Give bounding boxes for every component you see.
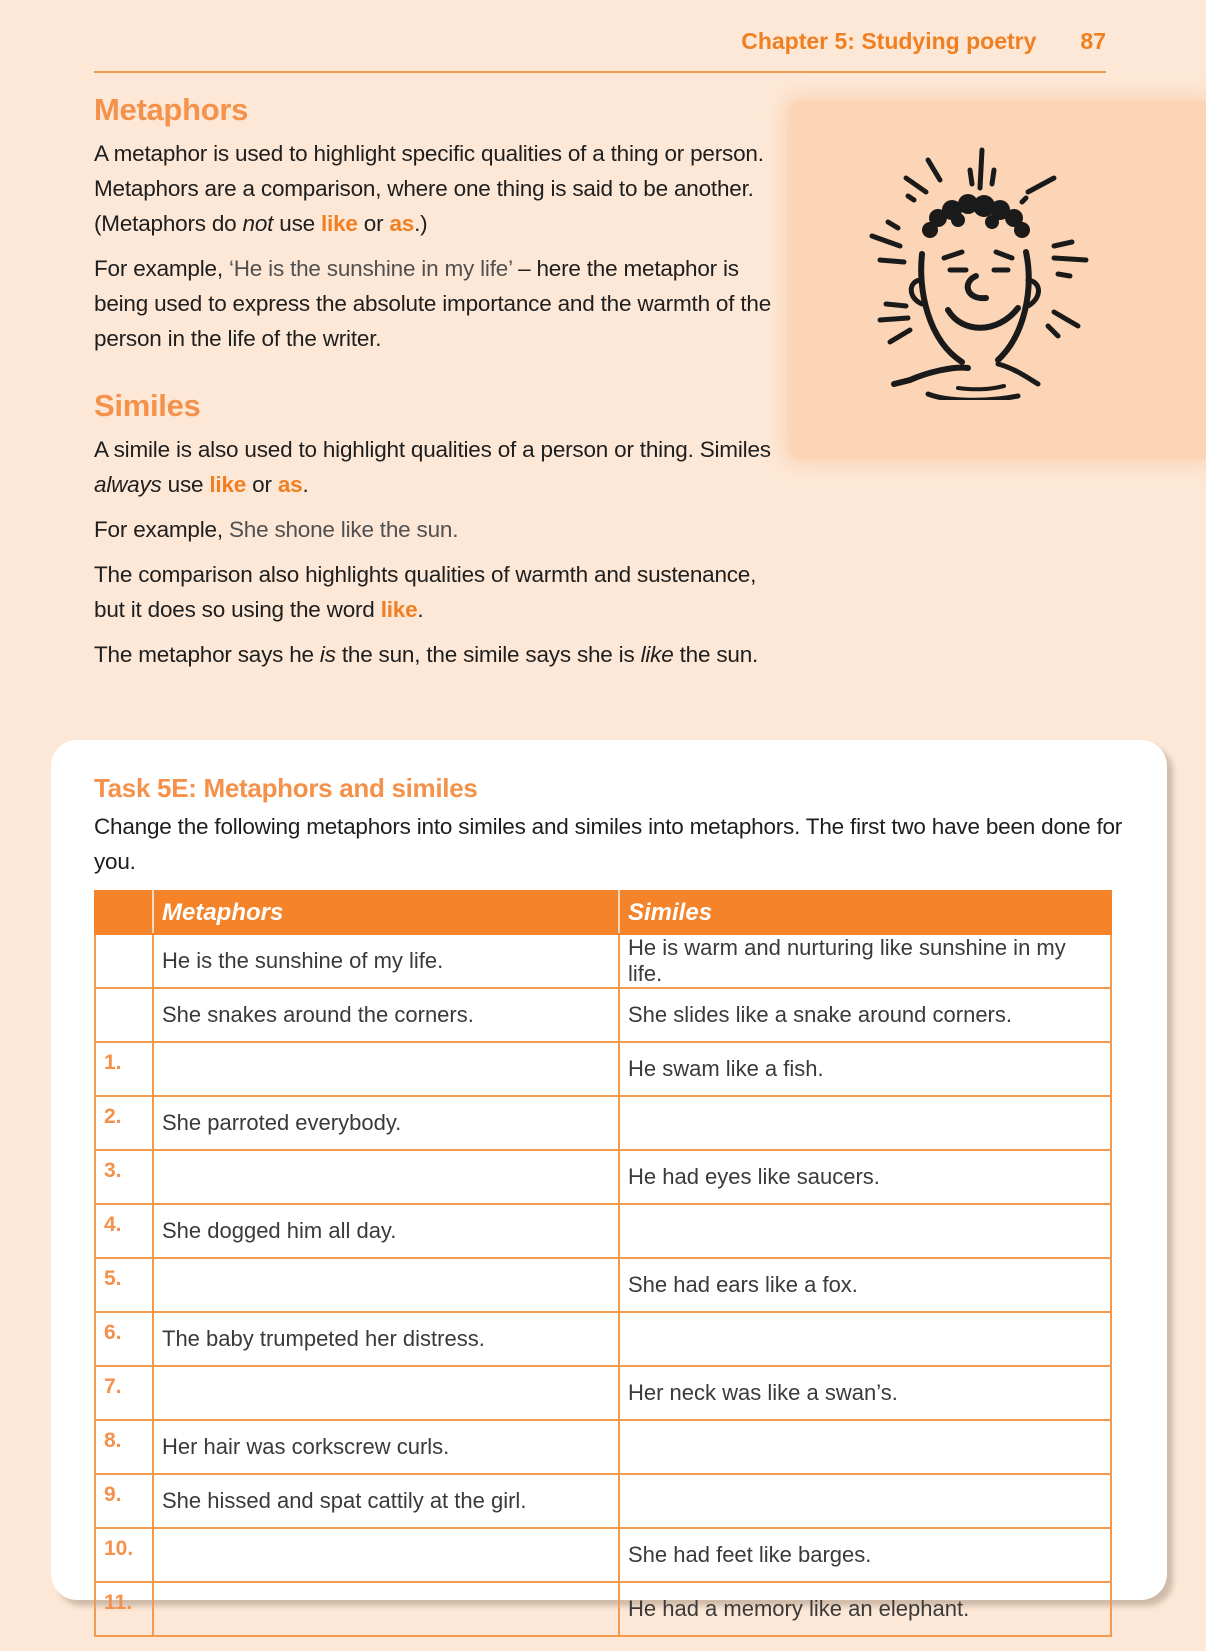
text: For example,: [94, 517, 229, 542]
row-number: [95, 988, 153, 1042]
metaphors-heading: Metaphors: [94, 92, 249, 127]
row-number: 7.: [95, 1366, 153, 1420]
keyword-as: as: [389, 211, 415, 236]
simile-cell: She had ears like a fox.: [619, 1258, 1111, 1312]
table-row: [95, 1420, 1111, 1474]
table-row: [95, 1204, 1111, 1258]
example-quote: ‘He is the sunshine in my life’: [228, 256, 513, 281]
text: For example,: [94, 256, 229, 281]
table-row: [95, 1528, 1111, 1582]
text: use: [273, 211, 321, 236]
similes-example: [94, 512, 774, 547]
keyword-like: like: [209, 472, 247, 497]
column-header-number: [95, 891, 153, 934]
task-card: [51, 740, 1167, 1621]
metaphor-cell: She dogged him all day.: [153, 1204, 619, 1258]
emphasis-is: is: [319, 642, 336, 667]
text: the sun, the simile says she is: [335, 642, 641, 667]
simile-cell: He is warm and nurturing like sunshine in my life.: [619, 934, 1111, 988]
page-number: 87: [1080, 28, 1106, 54]
metaphor-cell: She hissed and spat cattily at the girl.: [153, 1474, 619, 1528]
metaphor-cell[interactable]: [153, 1582, 619, 1636]
simile-cell: She had feet like barges.: [619, 1528, 1111, 1582]
similes-heading: Similes: [94, 388, 201, 423]
simile-cell[interactable]: [619, 1096, 1111, 1150]
text: or: [357, 211, 390, 236]
simile-cell[interactable]: [619, 1474, 1111, 1528]
table-row: [95, 1366, 1111, 1420]
metaphor-cell[interactable]: [153, 1150, 619, 1204]
row-number: 1.: [95, 1042, 153, 1096]
row-number: [95, 934, 153, 988]
task-title: Task 5E: Metaphors and similes: [94, 773, 478, 803]
metaphor-cell[interactable]: [153, 1528, 619, 1582]
table-header-row: [95, 891, 1111, 934]
task-instructions: Change the following metaphors into similes and similes into metaphors. The first two have been done for you.: [94, 814, 1123, 874]
emphasis-like: like: [640, 642, 674, 667]
table-row: [95, 1312, 1111, 1366]
emphasis-not: not: [242, 211, 274, 236]
metaphor-cell: The baby trumpeted her distress.: [153, 1312, 619, 1366]
row-number: 6.: [95, 1312, 153, 1366]
metaphors-definition: [94, 136, 774, 241]
text: .: [302, 472, 309, 497]
text: – here the metaphor is being used to express the absolute importance and the warmth of the person in the life of the writer.: [94, 256, 772, 351]
table-row: [95, 1096, 1111, 1150]
row-number: 4.: [95, 1204, 153, 1258]
simile-cell: He had eyes like saucers.: [619, 1150, 1111, 1204]
keyword-like: like: [321, 211, 358, 236]
similes-comparison: [94, 557, 774, 627]
row-number: 8.: [95, 1420, 153, 1474]
keyword-like: like: [380, 597, 418, 622]
metaphor-cell[interactable]: [153, 1042, 619, 1096]
similes-section: [94, 388, 774, 682]
metaphors-example: [94, 251, 774, 356]
metaphor-cell: She parroted everybody.: [153, 1096, 619, 1150]
similes-definition: [94, 432, 774, 502]
simile-cell: He swam like a fish.: [619, 1042, 1111, 1096]
table-row: [95, 988, 1111, 1042]
text: A simile is also used to highlight qualities of a person or thing. Similes: [94, 437, 771, 462]
keyword-as: as: [277, 472, 303, 497]
text: The comparison also highlights qualities of warmth and sustenance, but it does so using the word: [94, 562, 757, 622]
metaphor-cell[interactable]: [153, 1366, 619, 1420]
simile-cell: Her neck was like a swan’s.: [619, 1366, 1111, 1420]
table-row: [95, 934, 1111, 988]
running-head: [741, 28, 1106, 55]
simile-cell[interactable]: [619, 1312, 1111, 1366]
text: or: [246, 472, 278, 497]
header-divider: [94, 71, 1106, 73]
simile-cell: She slides like a snake around corners.: [619, 988, 1111, 1042]
similes-summary: [94, 637, 774, 672]
table-row: [95, 1150, 1111, 1204]
text: the sun.: [673, 642, 759, 667]
text: use: [161, 472, 210, 497]
smiling-boy-cartoon-icon: [858, 140, 1098, 400]
illustration-panel: [788, 100, 1206, 460]
text: .: [417, 597, 424, 622]
metaphor-cell: Her hair was corkscrew curls.: [153, 1420, 619, 1474]
row-number: 2.: [95, 1096, 153, 1150]
row-number: 11.: [95, 1582, 153, 1636]
simile-cell: He had a memory like an elephant.: [619, 1582, 1111, 1636]
row-number: 9.: [95, 1474, 153, 1528]
metaphors-similes-table: [94, 890, 1112, 1637]
simile-cell[interactable]: [619, 1204, 1111, 1258]
text: .): [414, 211, 428, 236]
table-row: [95, 1042, 1111, 1096]
table-row: [95, 1474, 1111, 1528]
metaphors-section: [94, 92, 774, 366]
column-header-similes: Similes: [619, 891, 1111, 934]
chapter-title: Chapter 5: Studying poetry: [741, 28, 1037, 54]
row-number: 3.: [95, 1150, 153, 1204]
text: A metaphor is used to highlight specific qualities of a thing or person. Metaphors are a comparison, where one thing is said to be another. (Metaphors do: [94, 141, 764, 236]
metaphor-cell: She snakes around the corners.: [153, 988, 619, 1042]
metaphor-cell[interactable]: [153, 1258, 619, 1312]
row-number: 10.: [95, 1528, 153, 1582]
text: The metaphor says he: [94, 642, 320, 667]
table-row: [95, 1258, 1111, 1312]
metaphor-cell: He is the sunshine of my life.: [153, 934, 619, 988]
emphasis-always: always: [94, 472, 162, 497]
table-row: [95, 1582, 1111, 1636]
row-number: 5.: [95, 1258, 153, 1312]
simile-cell[interactable]: [619, 1420, 1111, 1474]
example-quote: She shone like the sun.: [228, 517, 459, 542]
column-header-metaphors: Metaphors: [153, 891, 619, 934]
